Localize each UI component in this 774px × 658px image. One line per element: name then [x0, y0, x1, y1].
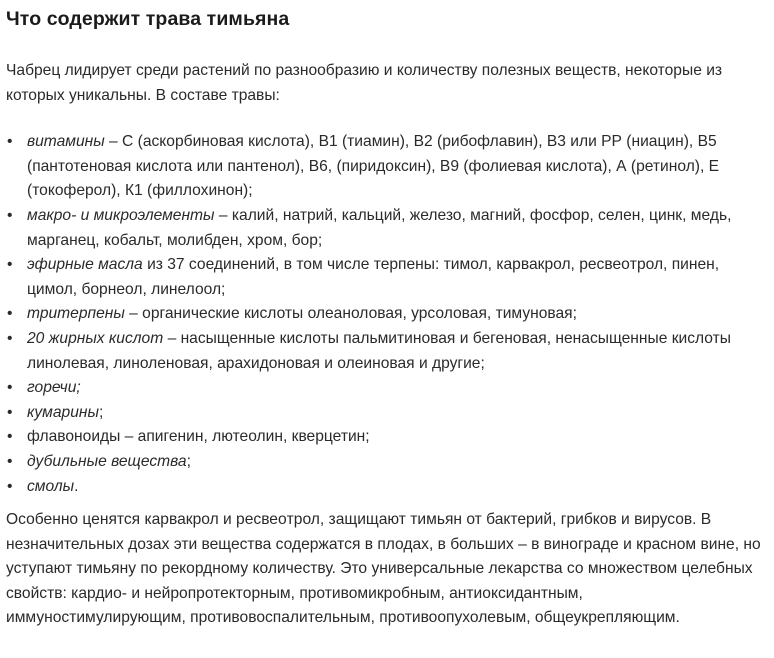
list-item-term: эфирные масла — [27, 256, 143, 274]
list-item — [6, 130, 764, 204]
list-item — [6, 204, 764, 253]
bullet-icon: • — [7, 329, 13, 347]
bullet-icon: • — [7, 305, 13, 323]
list-item-text: из 37 соединений, в том числе терпены: тимол, карвакрол, ресвеoтрол, пинен, цимол, борнеол, линелоол; — [27, 256, 720, 298]
list-item-text: флавоноиды – апигенин, лютеолин, кверцетин; — [27, 428, 370, 446]
bullet-icon: • — [7, 379, 13, 397]
list-item-text: – органические кислоты олеаноловая, урсоловая, тимуновая; — [124, 305, 577, 323]
list-item-term: 20 жирных кислот — [27, 329, 164, 347]
list-item-text: – С (аскорбиновая кислота), В1 (тиамин), В2 (рибофлавин), В3 или РР (ниацин), В5 (пантотеновая кислота или пантенол), В6, (пиридоксин), В9 (фолиевая кислота), А (ретинол), Е (токоферол), К1 (филлохинон); — [27, 133, 720, 200]
list-item — [6, 327, 764, 376]
bullet-icon: • — [7, 477, 13, 495]
list-item-term: дубильные вещества — [27, 452, 187, 470]
bullet-icon: • — [7, 256, 13, 274]
list-item-text: ; — [186, 452, 191, 470]
intro-paragraph: Чабрец лидирует среди растений по разнообразию и количеству полезных веществ, некоторые из которых уникальны. В составе травы: — [6, 62, 723, 104]
article-heading: Что содержит трава тимьяна — [6, 8, 290, 30]
list-item-term: витамины — [27, 133, 105, 151]
list-item — [6, 475, 764, 500]
list-item — [6, 450, 764, 475]
list-item-term: горечи; — [27, 379, 81, 397]
bullet-icon: • — [7, 206, 13, 224]
composition-list — [6, 130, 764, 499]
bullet-icon: • — [7, 133, 13, 151]
list-item-text: – насыщенные кислоты пальмитиновая и бегеновая, ненасыщенные кислоты линолевая, линоленовая, арахидоновая и олеиновая и другие; — [27, 329, 731, 372]
list-item-text: ; — [98, 403, 104, 421]
list-item-text: . — [74, 477, 79, 495]
list-item — [6, 376, 764, 401]
bullet-icon: • — [7, 452, 13, 470]
list-item — [6, 302, 764, 327]
outro-paragraph: Особенно ценятся карвакрол и ресвеoтрол, защищают тимьян от бактерий, грибков и вирусов. В незначительных дозах эти вещества содержатся в плодах, в больших – в винограде и красном вине, но уступают тимьяну по рекордному количеству. Это универсальные лекарства со множеством целебных свойств: кардио- и нейропротекторным, противомикробным, антиоксидантным, иммуностимулирующим, противовоспалительным, противоопухолевым, общеукрепляющим. — [6, 511, 761, 627]
list-item-term: макро- и микроэлементы — [27, 206, 215, 224]
list-item-text: – калий, натрий, кальций, железо, магний, фосфор, селен, цинк, медь, марганец, кобальт, молибден, хром, бор; — [27, 206, 732, 249]
bullet-icon: • — [7, 428, 13, 446]
list-item — [6, 253, 764, 302]
bullet-icon: • — [7, 403, 13, 421]
list-item-term: смолы — [27, 477, 75, 495]
list-item-term: кумарины — [27, 403, 99, 421]
list-item-term: тритерпены — [27, 305, 125, 323]
list-item — [6, 425, 764, 450]
list-item — [6, 401, 764, 426]
